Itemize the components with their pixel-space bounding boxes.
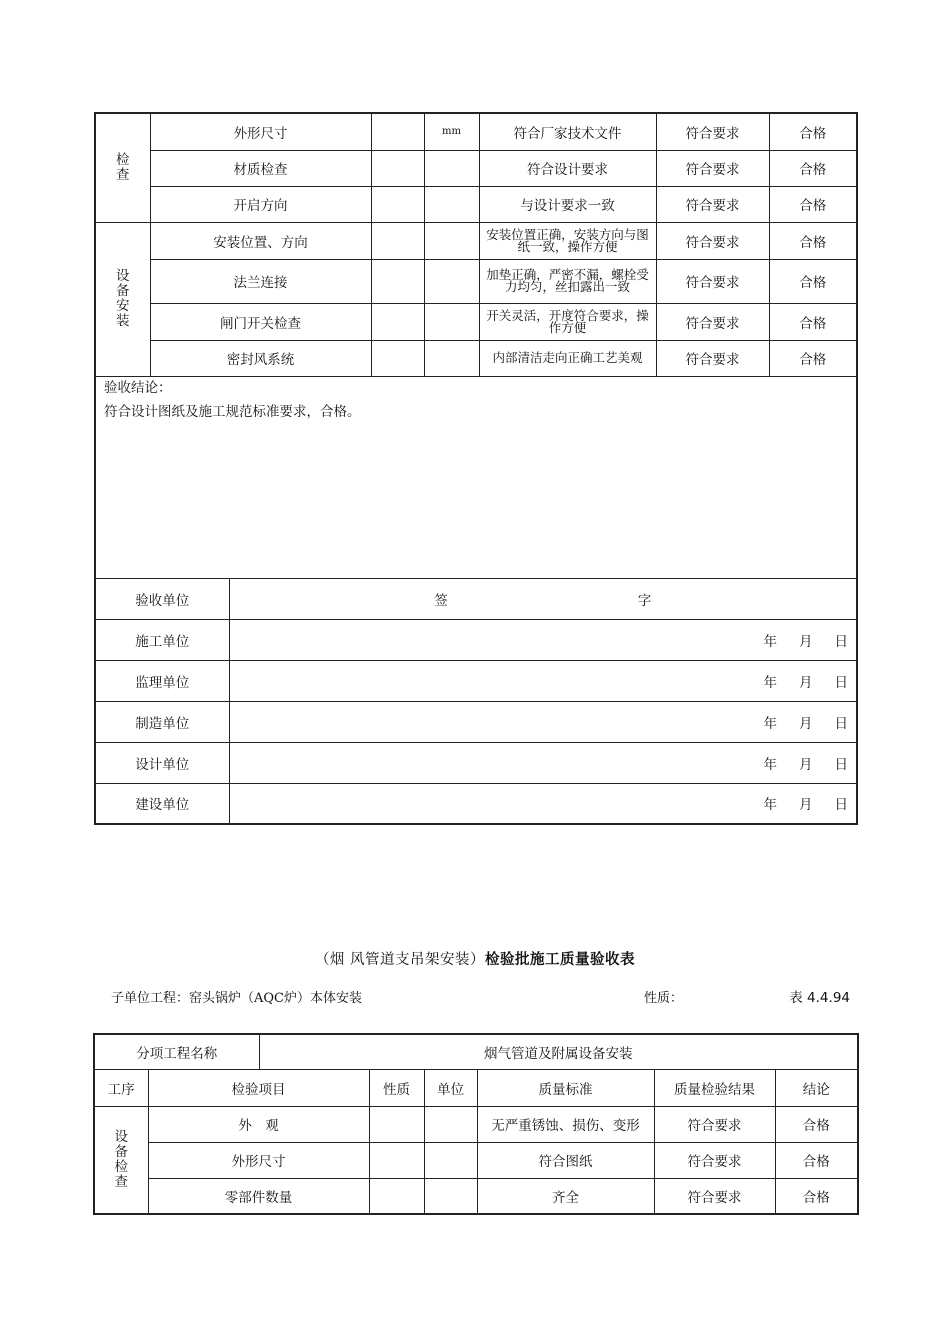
date-day: 日 xyxy=(834,797,848,814)
sign-row xyxy=(95,783,857,824)
unit-cell xyxy=(424,303,479,340)
item-cell: 材质检查 xyxy=(150,150,371,186)
standard-cell: 符合厂家技术文件 xyxy=(479,113,656,150)
sign-row xyxy=(95,701,857,742)
conclusion-row xyxy=(95,376,857,578)
sign-header-row xyxy=(95,578,857,619)
unit-cell xyxy=(424,1142,477,1178)
standard-cell: 开关灵活，开度符合要求，操作方便 xyxy=(479,303,656,340)
conclusion-cell: 合格 xyxy=(769,340,857,376)
form-title-main: 检验批施工质量验收表 xyxy=(485,952,636,968)
result-cell: 符合要求 xyxy=(656,186,769,222)
result-cell: 符合要求 xyxy=(656,259,769,303)
standard-cell: 内部清洁走向正确工艺美观 xyxy=(479,340,656,376)
sign-unit-name: 制造单位 xyxy=(95,701,229,742)
nature-cell xyxy=(371,150,424,186)
standard-cell: 安装位置正确，安装方向与图纸一致，操作方便 xyxy=(479,222,656,259)
unit-cell xyxy=(424,186,479,222)
acceptance-unit-header: 验收单位 xyxy=(95,578,229,619)
standard-cell: 无严重锈蚀、损伤、变形 xyxy=(477,1106,654,1142)
date-month: 月 xyxy=(799,756,813,773)
conclusion-cell: 合格 xyxy=(769,259,857,303)
table-row xyxy=(94,1178,858,1214)
sign-date xyxy=(229,742,857,783)
result-cell: 符合要求 xyxy=(656,340,769,376)
inspection-table-continued xyxy=(94,112,858,825)
table-row xyxy=(95,303,857,340)
nature-cell xyxy=(371,259,424,303)
project-name-value: 烟气管道及附属设备安装 xyxy=(259,1034,858,1069)
nature-label: 性质： xyxy=(644,991,684,1006)
date-month: 月 xyxy=(799,797,813,814)
conclusion-cell: 合格 xyxy=(769,113,857,150)
item-cell: 开启方向 xyxy=(150,186,371,222)
sign-date xyxy=(229,783,857,824)
date-day: 日 xyxy=(834,756,848,773)
unit-cell xyxy=(424,150,479,186)
standard-cell: 符合图纸 xyxy=(477,1142,654,1178)
conclusion-cell: 合格 xyxy=(775,1178,858,1214)
group-cell-inspect: 检 查 xyxy=(95,113,150,222)
result-cell: 符合要求 xyxy=(654,1142,775,1178)
header-result: 质量检验结果 xyxy=(654,1069,775,1106)
table-row xyxy=(95,259,857,303)
conclusion-cell: 合格 xyxy=(769,222,857,259)
header-standard: 质量标准 xyxy=(477,1069,654,1106)
project-name-label: 分项工程名称 xyxy=(94,1034,259,1069)
item-cell: 安装位置、方向 xyxy=(150,222,371,259)
header-unit: 单位 xyxy=(424,1069,477,1106)
conclusion-label: 验收结论： xyxy=(104,379,172,396)
item-cell: 闸门开关检查 xyxy=(150,303,371,340)
item-cell: 外形尺寸 xyxy=(148,1142,369,1178)
conclusion-cell: 合格 xyxy=(769,186,857,222)
nature-cell xyxy=(371,222,424,259)
item-cell: 密封风系统 xyxy=(150,340,371,376)
header-process: 工序 xyxy=(94,1069,148,1106)
table-row xyxy=(95,113,857,150)
unit-cell xyxy=(424,1106,477,1142)
form-title-prefix: （烟 风管道支吊架安装） xyxy=(314,952,486,968)
standard-cell: 齐全 xyxy=(477,1178,654,1214)
table-number: 表 4.4.94 xyxy=(789,990,850,1006)
conclusion-cell: 合格 xyxy=(775,1106,858,1142)
nature-cell xyxy=(369,1106,424,1142)
table-row xyxy=(95,150,857,186)
date-day: 日 xyxy=(834,674,848,691)
table-row xyxy=(94,1142,858,1178)
sign-unit-name: 监理单位 xyxy=(95,660,229,701)
date-month: 月 xyxy=(799,715,813,732)
table-row xyxy=(94,1106,858,1142)
conclusion-cell: 合格 xyxy=(775,1142,858,1178)
nature-cell xyxy=(369,1142,424,1178)
date-month: 月 xyxy=(799,633,813,650)
sign-date xyxy=(229,701,857,742)
item-cell: 零部件数量 xyxy=(148,1178,369,1214)
header-row xyxy=(94,1069,858,1106)
date-year: 年 xyxy=(763,797,777,814)
item-cell: 外形尺寸 xyxy=(150,113,371,150)
table-row xyxy=(95,186,857,222)
result-cell: 符合要求 xyxy=(654,1106,775,1142)
date-month: 月 xyxy=(799,674,813,691)
conclusion-cell: 合格 xyxy=(769,303,857,340)
date-year: 年 xyxy=(763,674,777,691)
date-day: 日 xyxy=(834,633,848,650)
inspection-table xyxy=(93,1033,859,1215)
signature-header xyxy=(229,578,857,619)
standard-cell: 与设计要求一致 xyxy=(479,186,656,222)
sign-unit-name: 建设单位 xyxy=(95,783,229,824)
date-day: 日 xyxy=(834,715,848,732)
unit-cell xyxy=(424,340,479,376)
unit-cell: mm xyxy=(424,113,479,150)
conclusion-cell: 合格 xyxy=(769,150,857,186)
signature-char-a: 签 xyxy=(434,592,448,609)
result-cell: 符合要求 xyxy=(654,1178,775,1214)
table-row xyxy=(95,222,857,259)
nature-cell xyxy=(371,113,424,150)
header-conclusion: 结论 xyxy=(775,1069,858,1106)
result-cell: 符合要求 xyxy=(656,222,769,259)
nature-cell xyxy=(371,186,424,222)
date-year: 年 xyxy=(763,633,777,650)
acceptance-conclusion xyxy=(95,376,857,578)
sign-date xyxy=(229,619,857,660)
result-cell: 符合要求 xyxy=(656,113,769,150)
group-cell-install: 设 备 安 装 xyxy=(95,222,150,376)
standard-cell: 符合设计要求 xyxy=(479,150,656,186)
group-cell-equipment-check: 设 备 检 查 xyxy=(94,1106,148,1214)
nature-cell xyxy=(371,340,424,376)
result-cell: 符合要求 xyxy=(656,303,769,340)
nature-cell xyxy=(371,303,424,340)
signature-char-b: 字 xyxy=(637,592,652,609)
sign-row xyxy=(95,742,857,783)
result-cell: 符合要求 xyxy=(656,150,769,186)
nature-cell xyxy=(369,1178,424,1214)
project-row xyxy=(94,1034,858,1069)
unit-cell xyxy=(424,222,479,259)
sign-row xyxy=(95,660,857,701)
item-cell: 外 观 xyxy=(148,1106,369,1142)
unit-cell xyxy=(424,1178,477,1214)
table-row xyxy=(95,340,857,376)
conclusion-text: 符合设计图纸及施工规范标准要求，合格。 xyxy=(104,403,361,420)
sign-date xyxy=(229,660,857,701)
form-title xyxy=(0,948,950,969)
date-year: 年 xyxy=(763,756,777,773)
sign-unit-name: 设计单位 xyxy=(95,742,229,783)
item-cell: 法兰连接 xyxy=(150,259,371,303)
subunit-project: 子单位工程：窑头锅炉（AQC炉）本体安装 xyxy=(111,991,362,1006)
date-year: 年 xyxy=(763,715,777,732)
sign-row xyxy=(95,619,857,660)
standard-cell: 加垫正确，严密不漏，螺栓受力均匀，丝扣露出一致 xyxy=(479,259,656,303)
header-item: 检验项目 xyxy=(148,1069,369,1106)
unit-cell xyxy=(424,259,479,303)
sign-unit-name: 施工单位 xyxy=(95,619,229,660)
header-nature: 性质 xyxy=(369,1069,424,1106)
